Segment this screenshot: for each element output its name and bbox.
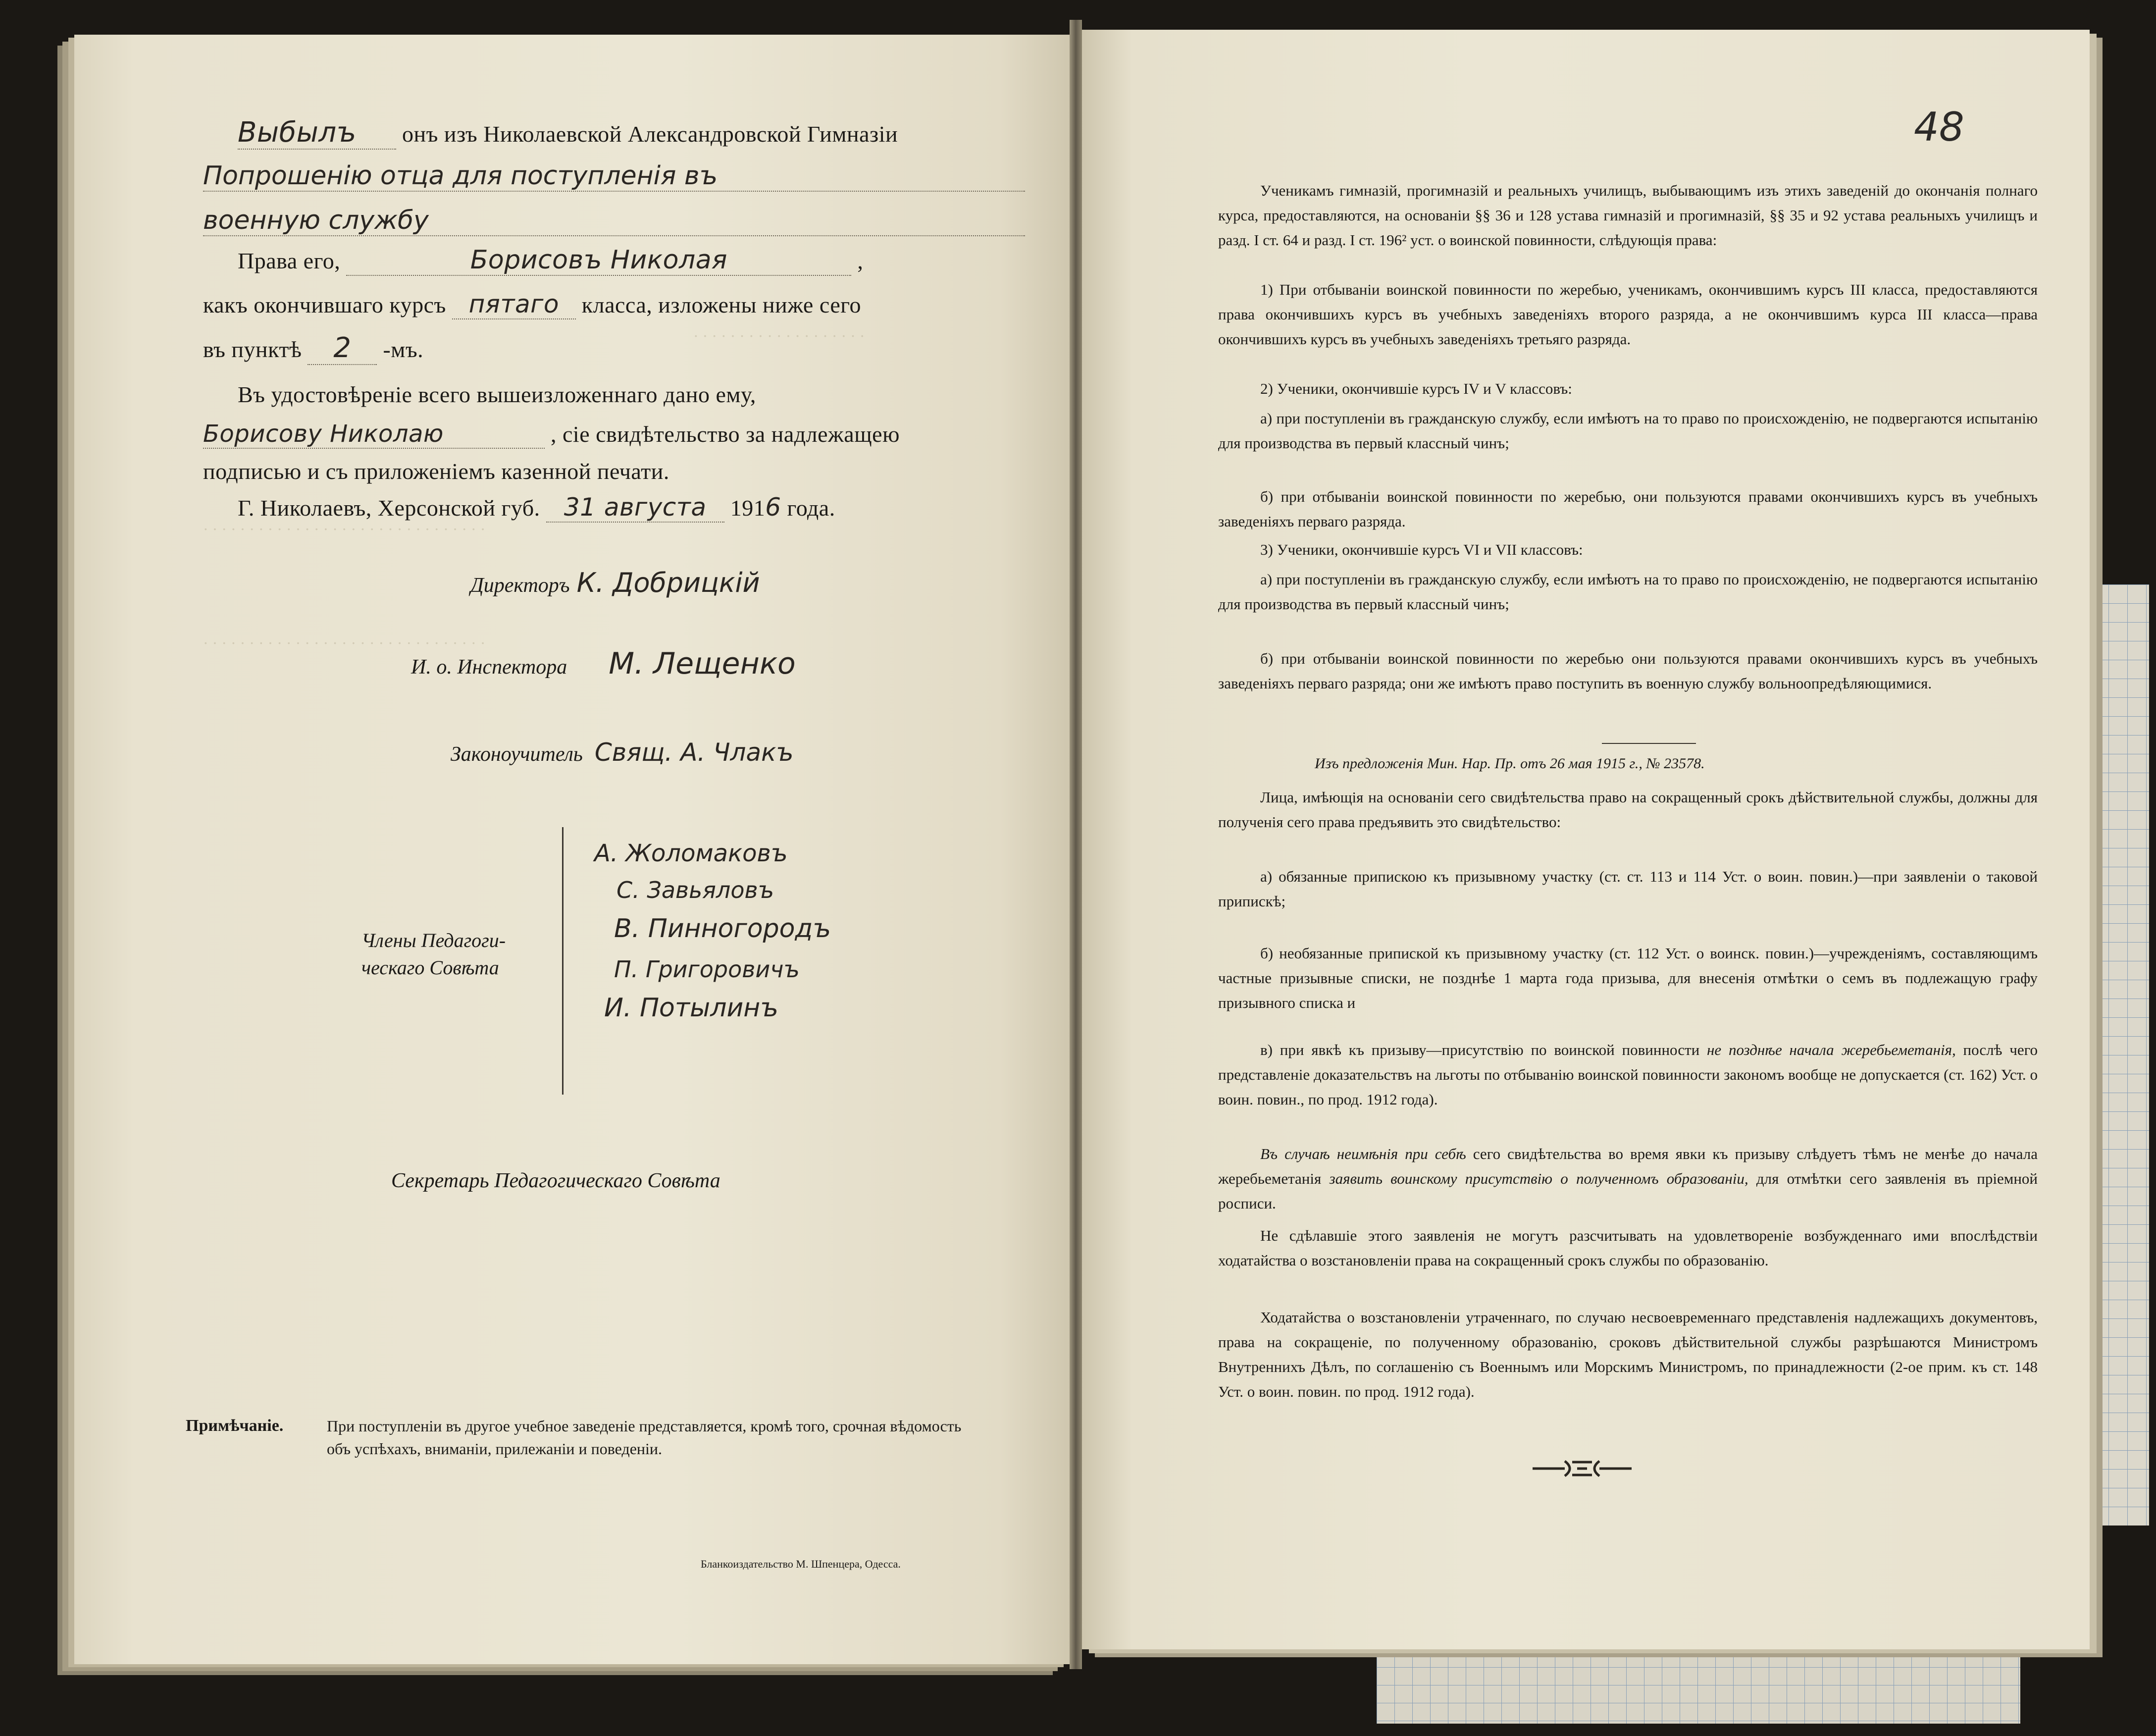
decree-para-4: Ходатайства о возстановленіи утраченнаго, по случаю несвоевременнаго представленія надлежащихъ документовъ, права на сокращеніе, по полученному образованію, сроковъ дѣйствительной службы разрѣшаются Министромъ Внутреннихъ Дѣлъ, по соглашенію съ Военнымъ или Морскимъ Министромъ, по принадлежности (2-ое прим. къ ст. 148 Уст. о воин. повин. по прод. 1912 года). [1218,1309,2038,1400]
printer-imprint: Бланкоиздательство М. Шпенцера, Одесса. [701,1558,901,1570]
rule-3a: а) при поступленіи въ гражданскую службу, если имѣютъ на то право по происхожденію, не подвергаются испытанію для производства въ первый классный чинъ; [1218,571,2038,613]
council-label-2: ческаго Совѣта [361,956,499,979]
place-date-line [238,493,835,523]
separator-rule [1602,743,1696,744]
inspector-label: И. о. Инспектора [411,656,567,679]
inspector-signature: М. Лещенко [609,646,796,681]
council-signature-3: В. Пинногородъ [614,914,831,944]
bleed-through-text: · · · · · · · · · · · · · · · · · · · · · · · · · · · · · · · [203,634,486,652]
rule-2b: б) при отбываніи воинской повинности по жеребью, они пользуются правами окончившихъ курсъ въ учебныхъ заведеніяхъ перваго разряда. [1218,488,2038,530]
book-spine [1070,20,1082,1669]
year-suffix: года. [787,495,835,521]
handwritten-attest-name: Борисову Николаю [203,420,545,449]
council-signature-5: И. Потылинъ [604,993,778,1023]
decree-para-1: Лица, имѣющія на основаніи сего свидѣтельства право на сокращенный срокъ дѣйствительной службы, должны для полученія сего права предъявить это свидѣтельство: [1218,789,2038,831]
page-number: 48 [1914,104,1964,150]
course-suffix: класса, изложены ниже сего [581,292,861,317]
point-prefix: въ пунктѣ [203,337,302,362]
handwritten-reason-line-2: военную службу [203,206,1025,236]
point-suffix: -мъ. [383,337,424,362]
bleed-through-text: · · · · · · · · · · · · · · · · · · · [693,327,865,345]
director-signature-row [470,567,760,598]
attestation-line: Въ удостовѣреніе всего вышеизложеннаго дано ему, [238,382,756,407]
rule-3-heading: 3) Ученики, окончившіе курсъ VI и VII классовъ: [1260,541,1583,558]
rule-2a: а) при поступленіи въ гражданскую службу, если имѣютъ на то право по происхожденію, не подвергаются испытанію для производства въ первый классный чинъ; [1218,410,2038,452]
handwritten-reason-line: Попрошенію отца для поступленія въ [203,161,1025,192]
point-line [203,332,423,365]
decree-1c-emphasis: не позднѣе начала жеребьеметанія, [1707,1041,1956,1058]
rights-prefix: Права его, [238,248,341,273]
council-label-1: Члены Педагоги- [361,929,506,951]
decree-title: Изъ предложенія Мин. Нар. Пр. отъ 26 мая 1915 г., № 23578. [1315,755,1705,772]
decree-para-1c [1218,1038,2038,1112]
rights-line [238,245,863,276]
lawgiver-signature: Свящ. А. Члакъ [594,738,794,767]
ornament-icon [1530,1456,1634,1481]
lawgiver-signature-row [451,738,794,767]
rule-1: 1) При отбываніи воинской повинности по жеребью, ученикамъ, окончившимъ курсъ III класса, предоставляются права окончившихъ курсъ въ учебныхъ заведеніяхъ второго разряда, а не окончившимъ курса III класса—права окончившихъ курсъ въ учебныхъ заведеніяхъ третьяго разряда. [1218,281,2038,348]
handwritten-student-name: Борисовъ Николая [346,245,851,276]
secretary-label: Секретарь Педагогическаго Совѣта [391,1169,720,1192]
school-name-text: онъ изъ Николаевской Александровской Гимназіи [402,121,898,147]
rule-3b: б) при отбываніи воинской повинности по жеребью они пользуются правами окончившихъ курсъ въ учебныхъ заведеніяхъ перваго разряда; они же имѣютъ право поступить въ военную службу вольноопредѣляющимися. [1218,650,2038,692]
decree-1c-end: послѣ чего представленіе доказательствъ на льготы по отбыванію воинской повинности закономъ вообще не допускается (ст. 162) Уст. о воин. повин., по прод. 1912 года). [1218,1041,2038,1108]
council-signature-4: П. Григоровичъ [614,956,800,983]
handwritten-course: пятаго [452,290,576,319]
attestation-name-line [203,420,900,449]
year-prefix: 191 [730,495,766,521]
left-page-certificate [74,35,1070,1664]
decree-2-emphasis-2: заявить воинскому присутствію о полученномъ образованіи, [1329,1170,1748,1187]
graph-paper-edge-bottom [1377,1649,2020,1724]
council-signature-1: А. Жоломаковъ [594,840,788,867]
council-bracket-line [562,827,564,1095]
decree-para-2 [1218,1142,2038,1216]
decree-para-3: Не сдѣлавшіе этого заявленія не могутъ разсчитывать на удовлетвореніе возбужденнаго ими впослѣдствіи ходатайства о возстановленіи права на сокращенный срокъ службы по образованію. [1218,1227,2038,1269]
attest-suffix: , сіе свидѣтельство за надлежащею [551,421,900,447]
handwritten-year-digit: 6 [765,493,781,522]
intro-paragraph: Ученикамъ гимназій, прогимназій и реальныхъ училищъ, выбывающимъ изъ этихъ заведеній до окончанія полнаго курса, предоставляются, на основаніи §§ 36 и 128 устава гимназій и прогимназій, §§ 35 и 92 устава реальныхъ училищъ и разд. I ст. 64 и разд. I ст. 196² уст. о воинской повинности, слѣдующія права: [1218,182,2038,249]
bleed-through-text: · · · · · · · · · · · · · · · · · · · · · · · · · · · · · · · [203,520,486,538]
decree-para-1b: б) необязанные припиской къ призывному участку (ст. 112 Уст. о воинск. повин.)—учрежденіямъ, составляющимъ частные призывные списки, не позднѣе 1 марта года призыва, для внесенія отмѣтки о семъ въ подлежащую графу призывного списка и [1218,945,2038,1011]
handwritten-left-word: Выбылъ [238,116,396,150]
rule-2-heading: 2) Ученики, окончившіе курсъ IV и V классовъ: [1260,380,1572,397]
note-text: При поступленіи въ другое учебное заведеніе представляется, кромѣ того, срочная вѣдомость объ успѣхахъ, вниманіи, прилежаніи и поведеніи. [327,1417,962,1458]
decree-2-mid: сего свидѣтельства во время явки къ призыву слѣдуетъ тѣмъ не менѣе до начала жеребьеметанія [1218,1145,2038,1187]
handwritten-point: 2 [308,332,377,365]
handwritten-date: 31 августа [546,493,724,523]
course-line [203,290,861,319]
note-label: Примѣчаніе. [186,1417,284,1435]
director-label: Директоръ [470,574,570,597]
decree-2-emphasis-1: Въ случаѣ неимѣнія при себѣ [1260,1145,1466,1162]
rights-suffix: , [857,248,864,273]
signature-seal-line: подписью и съ приложеніемъ казенной печати. [203,459,669,484]
right-page-rules [1082,30,2090,1649]
inspector-signature-row [411,646,796,681]
course-prefix: какъ окончившаго курсъ [203,292,446,317]
graph-paper-edge-right [2090,584,2149,1526]
lawgiver-label: Законоучитель [451,743,583,766]
line-left-from [238,116,898,150]
decree-1c-start: в) при явкѣ къ призыву—присутствію по воинской повинности [1260,1041,1700,1058]
director-signature: К. Добрицкій [576,567,760,598]
decree-para-1a: а) обязанные припискою къ призывному участку (ст. ст. 113 и 114 Уст. о воин. повин.)—при заявленіи о таковой припискѣ; [1218,868,2038,910]
council-signature-2: С. Завьяловъ [616,877,774,903]
place-text: Г. Николаевъ, Херсонской губ. [238,495,540,521]
decree-2-end: для отмѣтки сего заявленія въ пріемной росписи. [1218,1170,2038,1212]
